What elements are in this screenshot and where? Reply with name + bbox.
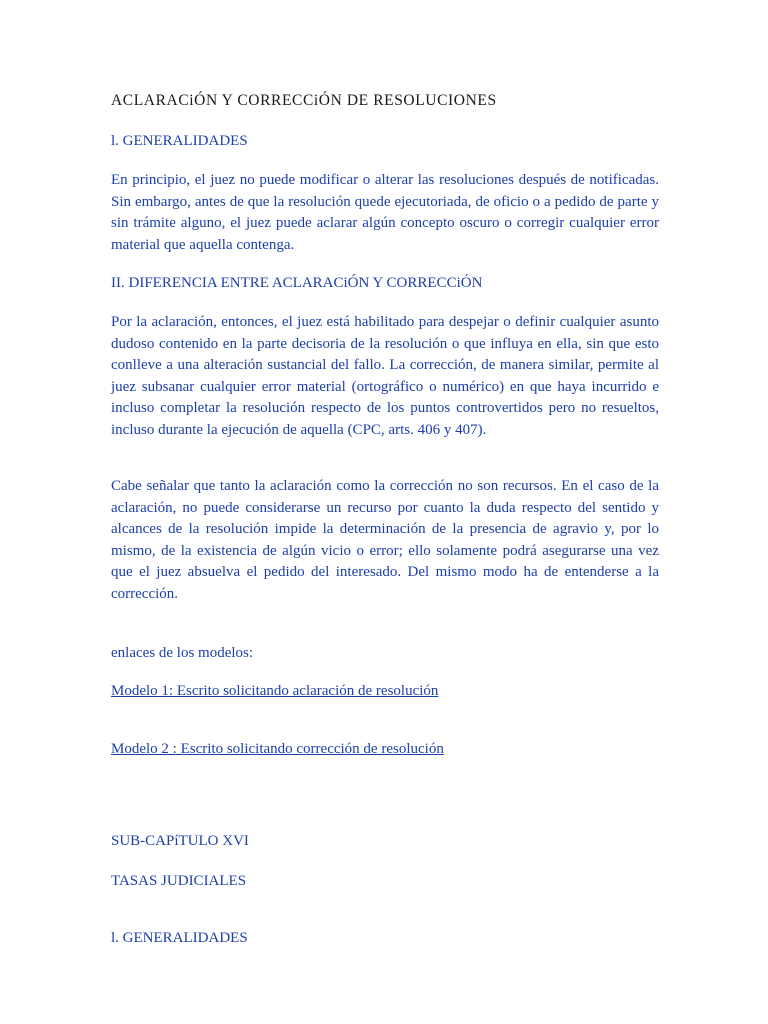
paragraph-generalidades: En principio, el juez no puede modificar o alterar las resoluciones después de notificadas. Sin embargo, antes de que la resolución quede ejecutoriada, de oficio o a pedido de parte y sin trámite alguno, el juez puede aclarar algún concepto oscuro o corregir cualquier error material que aquella contenga. — [111, 172, 659, 253]
section-heading-diferencia: II. DIFERENCIA ENTRE ACLARACiÓN Y CORRECCiÓN — [111, 275, 483, 291]
links-intro: enlaces de los modelos: — [111, 645, 254, 661]
section-heading-generalidades-tasas: l. GENERALIDADES — [111, 930, 248, 946]
paragraph-aclaracion-correccion: Por la aclaración, entonces, el juez está habilitado para despejar o definir cualquier asunto dudoso contenido en la parte decisoria de la resolución o que influya en ella, sin que esto conlleve a una alteración sustancial del fallo. La corrección, de manera similar, permite al juez subsanar cualquier error material (ortográfico o numérico) en que haya incurrido e incluso completar la resolución respecto de los puntos controvertidos pero no resueltos, incluso durante la ejecución de aquella (CPC, arts. 406 y 407). — [111, 314, 659, 438]
model-1-link[interactable]: Modelo 1: Escrito solicitando aclaración de resolución — [111, 683, 439, 699]
subchapter-label: SUB-CAPíTULO XVI — [111, 833, 249, 849]
subchapter-title: TASAS JUDICIALES — [111, 873, 247, 889]
section-heading-generalidades: l. GENERALIDADES — [111, 133, 248, 149]
model-2-link[interactable]: Modelo 2 : Escrito solicitando corrección de resolución — [111, 741, 444, 757]
document-title: ACLARACiÓN Y CORRECCiÓN DE RESOLUCIONES — [111, 92, 497, 109]
paragraph-no-son-recursos: Cabe señalar que tanto la aclaración como la corrección no son recursos. En el caso de la aclaración, no puede considerarse un recurso por cuanto la duda respecto del sentido y alcances de la resolución impide la determinación de la presencia de agravio y, por lo mismo, de la existencia de algún vicio o error; ello solamente podrá asegurarse una vez que el juez absuelva el pedido del interesado. Del mismo modo ha de entenderse a la corrección. — [111, 478, 659, 602]
